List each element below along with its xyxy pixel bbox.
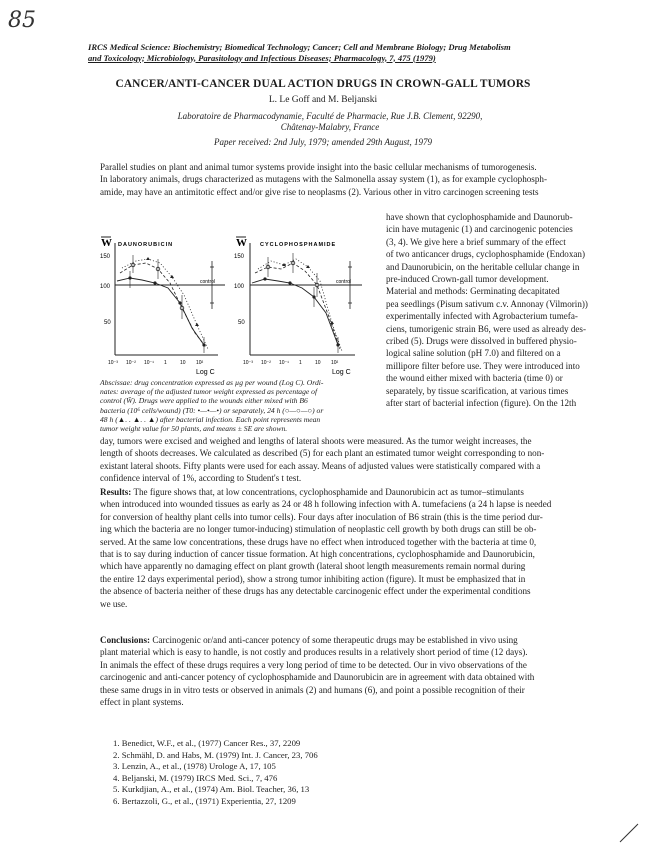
column-line: Material and methods: Germinating decapitated (386, 286, 560, 297)
x-tick: 10² (331, 360, 339, 366)
column-line: and Daunorubicin, on the heritable cellular change in (386, 261, 580, 272)
affiliation (120, 111, 540, 133)
y-tick-150: 150 (100, 254, 111, 260)
references-list (113, 738, 318, 808)
body-line: that is to say during induction of cancer tissue formation. At high concentrations, cyclophosphamide and Daunorubicin, (100, 549, 535, 560)
x-tick: 10⁻³ (108, 360, 118, 366)
y-axis-symbol: W (236, 237, 247, 249)
body-line: existant lateral shoots. Fifty plants were used for each assay. Means of adjusted values were statistically compared with a (100, 460, 541, 471)
x-axis-label: Log C (332, 369, 351, 376)
x-axis-label: Log C (196, 369, 215, 376)
body-line: carcinogenic and anti-cancer potency of cyclophosphamide and Daunorubicin are in agreement with data obtained with (100, 672, 535, 683)
column-line: experimentally infected with Agrobacterium tumefa- (386, 311, 578, 322)
caption-line: bacteria (10⁶ cells/wound) (T0: •—•—•) or separately, 24 h (○—○—○) or (100, 405, 324, 415)
reference-item: 1. Benedict, W.F., et al., (1977) Cancer Res., 37, 2209 (113, 738, 301, 748)
conclusions-heading: Conclusions: (100, 635, 151, 645)
reference-item: 2. Schmähl, D. and Habs, M. (1979) Int. J. Cancer, 23, 706 (113, 749, 318, 760)
body-line: served. At the same low concentrations, these drugs have no effect when introduced together with the bacteria at time 0, (100, 536, 537, 547)
x-tick: 10² (196, 360, 204, 366)
body-line: plant material which is easy to handle, is not costly and produces results in a relatively short period of time (12 days). (100, 647, 528, 658)
x-tick: 10⁻³ (243, 360, 253, 366)
y-tick-100: 100 (234, 284, 245, 290)
affiliation-line-1: Laboratoire de Pharmacodynamie, Faculté de Pharmacie, Rue J.B. Clement, 92290, (177, 111, 483, 121)
daunorubicin-title: DAUNORUBICIN (118, 242, 174, 248)
x-tick: 10 (180, 360, 186, 366)
control-label: control (336, 279, 352, 285)
column-line: cribed (5). Drugs were dissolved in buffered physio- (386, 336, 577, 347)
intro-line: amide, may have an antimitotic effect and/or give rise to neoplasms (2). Various other in vitro carcinogen screening tests (100, 186, 539, 197)
x-tick: 10 (315, 360, 321, 366)
body-line: these same drugs in in vitro tests or observed in animals (2) and humans (6), and point a possible recognition of their (100, 684, 525, 695)
journal-header-line-2: and Toxicology; Microbiology, Parasitology and Infectious Diseases; Pharmacology, 7, 475 (1979) (88, 52, 436, 63)
cyclophosphamide-title: CYCLOPHOSPHAMIDE (260, 242, 337, 248)
caption-line: tumor weight value for 50 plants, and means ± SE are shown. (100, 424, 288, 434)
reference-item: 5. Kurkdjian, A., et al., (1974) Am. Biol. Teacher, 36, 13 (113, 784, 310, 795)
body-line: when introduced into wounded tissues as early as 24 or 48 h following infection with A. tumefaciens (a 24 h lapse is needed (100, 499, 552, 510)
caption-line: control (W̄). Drugs were applied to the wounds either mixed with B6 (100, 396, 308, 406)
column-line: millipore filter before use. They were introduced into (386, 360, 580, 371)
column-line: separately, by tissue scarification, at various times (386, 385, 569, 396)
body-line: which have apparently no damaging effect on plant growth (lateral shoot length measurements remain normal during (100, 561, 526, 572)
reference-item: 4. Beljanski, M. (1979) IRCS Med. Sci., 7, 476 (113, 772, 278, 783)
conclusions-paragraph (100, 634, 608, 708)
y-tick-50: 50 (104, 320, 111, 326)
column-line: pea seedlings (Pisum sativum c.v. Annonay (Vilmorin)) (386, 298, 588, 309)
body-line: In animals the effect of these drugs requires a very long period of time to be detected. Our in vivo observations of the (100, 659, 527, 670)
x-tick: 1 (164, 360, 167, 366)
journal-header (88, 42, 613, 63)
authors: L. Le Goff and M. Beljanski (268, 95, 378, 105)
methods-continued (100, 435, 608, 485)
body-line: the absence of bacteria neither of these drugs has any detectable carcinogenic effect under the experimental conditions (100, 586, 531, 597)
results-paragraph (100, 486, 608, 610)
column-line: icin have mutagenic (1) and carcinogenic potencies (386, 224, 573, 235)
caption-line: 48 h (▲. . ▲. . ▲) after bacterial infection. Each point represents mean (100, 414, 321, 424)
column-line: after start of bacterial infection (figure). On the 12th (386, 398, 577, 409)
column-line: have shown that cyclophosphamide and Daunorub- (386, 212, 573, 222)
affiliation-line-2: Châtenay-Malabry, France (280, 122, 380, 132)
received-dates: Paper received: 2nd July, 1979; amended 29th August, 1979 (214, 137, 432, 147)
intro-paragraph (100, 161, 608, 198)
column-line: ciens, tumorigenic strain B6, were used as already des- (386, 323, 586, 334)
body-line: we use. (100, 598, 128, 609)
results-heading: Results: (100, 487, 132, 497)
intro-line: In laboratory animals, drugs characterized as mutagens with the Salmonella assay system (1), as for example cyclophosph- (100, 174, 547, 185)
body-line: ing which the bacteria are no longer tumor-inducing) stimulation of neoplastic cell growth by both drugs can still be ob- (100, 524, 537, 535)
y-tick-50: 50 (238, 320, 245, 326)
article-title: CANCER/ANTI-CANCER DUAL ACTION DRUGS IN CROWN-GALL TUMORS (115, 78, 531, 90)
body-line: confidence interval of 1%, according to Student's t test. (100, 473, 302, 484)
body-line: length of shoots decreases. We calculated as described (5) for each plant an estimated tumor weight corresponding to non- (100, 448, 545, 459)
x-tick: 10⁻¹ (279, 360, 289, 366)
daunorubicin-panel (100, 237, 225, 376)
journal-header-line-1: IRCS Medical Science: Biochemistry; Biomedical Technology; Cancer; Cell and Membrane Biology; Drug Metabolism (88, 42, 511, 52)
reference-item: 3. Lenzin, A., et al., (1978) Urologe A, 17, 105 (113, 761, 276, 772)
column-line: logical saline solution (pH 7.0) and filtered on a (386, 348, 561, 359)
body-line: Conclusions: Carcinogenic or/and anti-cancer potency of some therapeutic drugs may be established in vivo using (100, 635, 518, 645)
column-line: pre-induced Crown-gall tumor development. (386, 274, 549, 285)
control-label: control (200, 279, 216, 285)
caption-line: nates: average of the adjusted tumor weight expressed as percentage of (100, 387, 318, 397)
body-line: day, tumors were excised and weighed and lengths of lateral shoots were measured. As the tumor weight increases, the (100, 436, 532, 446)
body-line: Results: The figure shows that, at low concentrations, cyclophosphamide and Daunorubicin act as tumor–stimulants (100, 487, 524, 497)
x-tick: 10⁻² (126, 360, 136, 366)
handwritten-page-number: 85 (8, 8, 36, 33)
y-tick-150: 150 (234, 254, 245, 260)
reference-item: 6. Bertazzoli, G., et al., (1971) Experientia, 27, 1209 (113, 795, 296, 806)
cyclophosphamide-panel (234, 237, 362, 376)
body-line: effect in plant systems. (100, 697, 184, 708)
right-column-text (386, 211, 608, 410)
x-tick: 10⁻¹ (144, 360, 154, 366)
caption-line: Abscissae: drug concentration expressed as µg per wound (Log C). Ordi- (100, 378, 324, 387)
body-line: for conversion of healthy plant cells into tumor cells). Four days after inoculation of B6 strain (this is the time period dur- (100, 511, 543, 522)
x-tick: 10⁻² (261, 360, 271, 366)
column-line: of two anticancer drugs, cyclophosphamide (Endoxan) (386, 249, 585, 260)
figure-caption (100, 378, 378, 433)
y-tick-100: 100 (100, 284, 111, 290)
column-line: (3, 4). We give here a brief summary of the effect (386, 236, 566, 247)
x-tick: 1 (299, 360, 302, 366)
body-line: the entire 12 days experimental period), show a strong tumor inhibiting action (figure). It must be emphasized that in (100, 573, 526, 584)
column-line: the wound either mixed with bacteria (time 0) or (386, 373, 563, 384)
pen-stroke-mark (618, 822, 640, 844)
dose-response-figure (100, 233, 380, 378)
intro-line: Parallel studies on plant and animal tumor systems provide insight into the basic cellular mechanisms of tumorogenesis. (100, 162, 537, 172)
y-axis-symbol: W (101, 237, 112, 249)
